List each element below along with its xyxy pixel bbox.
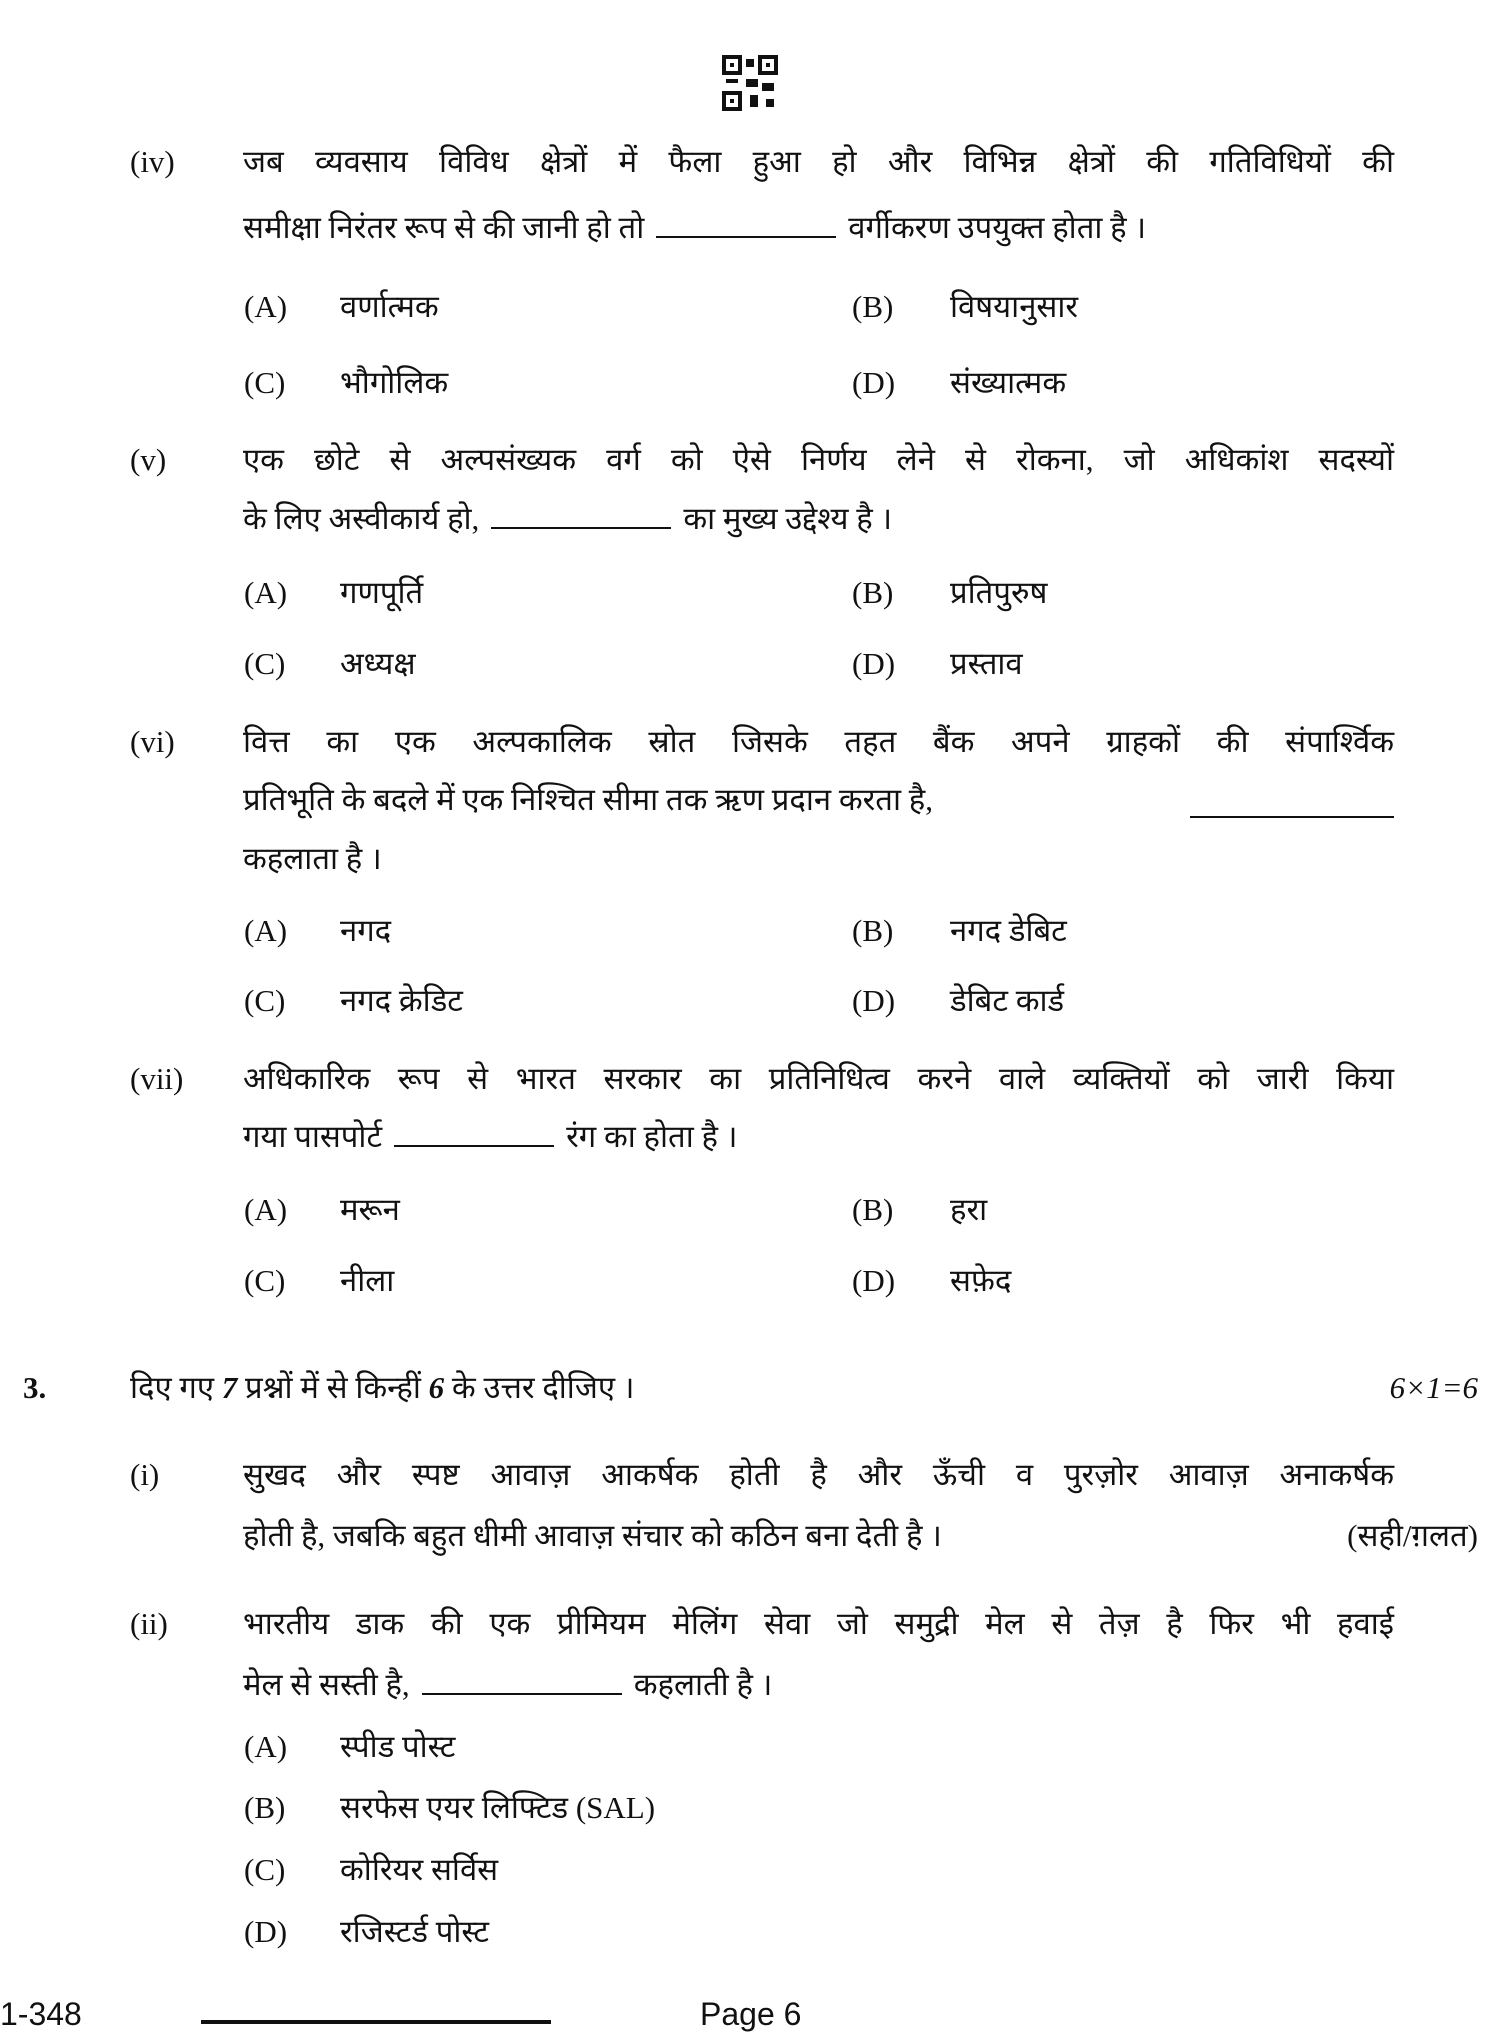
option-label: (D) [852, 365, 896, 400]
option-label: (A) [244, 289, 288, 324]
option-text: डेबिट कार्ड [950, 983, 1065, 1018]
question-text: भारतीय डाक की एक प्रीमियम मेलिंग सेवा जो समुद्री मेल से तेज़ है फिर भी हवाई [243, 1606, 1394, 1641]
option-label: (C) [244, 1852, 286, 1887]
question-text: वित्त का एक अल्पकालिक स्रोत जिसके तहत बैंक अपने ग्राहकों की संपार्श्विक [243, 724, 1394, 759]
question-text: समीक्षा निरंतर रूप से की जानी हो तो वर्गीकरण उपयुक्त होता है । [243, 210, 1147, 245]
question-number: (ii) [130, 1606, 168, 1641]
answer-blank [491, 499, 671, 529]
option-label: (B) [852, 575, 894, 610]
option-text: नगद डेबिट [950, 913, 1067, 948]
answer-blank [422, 1665, 622, 1695]
question-text: एक छोटे से अल्पसंख्यक वर्ग को ऐसे निर्णय लेने से रोकना, जो अधिकांश सदस्यों [243, 442, 1394, 477]
qr-code-icon [722, 55, 778, 111]
page-number: Page 6 [700, 1996, 802, 2032]
option-text: प्रस्ताव [950, 646, 1023, 681]
option-text: नीला [340, 1263, 395, 1298]
option-label: (A) [244, 913, 288, 948]
option-label: (D) [244, 1914, 288, 1949]
option-label: (D) [852, 646, 896, 681]
answer-blank [394, 1117, 554, 1147]
question-number: 3. [23, 1370, 47, 1405]
option-label: (C) [244, 983, 286, 1018]
question-text: प्रतिभूति के बदले में एक निश्चित सीमा तक ऋण प्रदान करता है, [243, 782, 933, 817]
option-text: प्रतिपुरुष [950, 575, 1048, 610]
option-text: अध्यक्ष [340, 646, 416, 681]
option-text: नगद [340, 913, 392, 948]
section-instruction: दिए गए 7 प्रश्नों में से किन्हीं 6 के उत्तर दीजिए । [130, 1370, 635, 1405]
question-number: (vii) [130, 1061, 184, 1096]
option-label: (C) [244, 646, 286, 681]
option-text: वर्णात्मक [340, 289, 439, 324]
option-label: (D) [852, 1263, 896, 1298]
option-label: (A) [244, 575, 288, 610]
option-text: मरून [340, 1192, 400, 1227]
question-text: के लिए अस्वीकार्य हो, का मुख्य उद्देश्य है । [243, 501, 893, 536]
footer-divider [201, 2020, 551, 2024]
answer-blank [656, 208, 836, 238]
question-number: (v) [130, 442, 167, 477]
question-text: जब व्यवसाय विविध क्षेत्रों में फैला हुआ हो और विभिन्न क्षेत्रों की गतिविधियों की [243, 144, 1394, 179]
question-text: होती है, जबकि बहुत धीमी आवाज़ संचार को कठिन बना देती है । [243, 1518, 942, 1553]
marks: 6×1=6 [1389, 1370, 1478, 1405]
answer-blank [1190, 780, 1394, 818]
question-text: गया पासपोर्ट रंग का होता है । [243, 1119, 738, 1154]
question-number: (iv) [130, 144, 175, 179]
question-text: कहलाता है । [243, 841, 382, 876]
question-text: अधिकारिक रूप से भारत सरकार का प्रतिनिधित्व करने वाले व्यक्तियों को जारी किया [243, 1061, 1394, 1096]
option-text: सफ़ेद [950, 1263, 1012, 1298]
option-text: हरा [950, 1192, 988, 1227]
option-text: कोरियर सर्विस [340, 1852, 499, 1887]
option-label: (B) [852, 1192, 894, 1227]
true-false-tag: (सही/ग़लत) [1347, 1518, 1478, 1553]
question-text: सुखद और स्पष्ट आवाज़ आकर्षक होती है और ऊँची व पुरज़ोर आवाज़ अनाकर्षक [243, 1457, 1394, 1492]
option-label: (B) [852, 913, 894, 948]
option-text: नगद क्रेडिट [340, 983, 463, 1018]
option-label: (C) [244, 365, 286, 400]
option-text: गणपूर्ति [340, 575, 424, 610]
option-label: (A) [244, 1192, 288, 1227]
option-text: विषयानुसार [950, 289, 1079, 324]
question-number: (i) [130, 1457, 160, 1492]
option-label: (B) [244, 1790, 286, 1825]
option-text: संख्यात्मक [950, 365, 1067, 400]
option-label: (D) [852, 983, 896, 1018]
option-label: (A) [244, 1729, 288, 1764]
question-number: (vi) [130, 724, 175, 759]
option-text: सरफेस एयर लिफ्टिड (SAL) [340, 1790, 656, 1825]
option-label: (B) [852, 289, 894, 324]
option-text: रजिस्टर्ड पोस्ट [340, 1914, 490, 1949]
option-text: भौगोलिक [340, 365, 449, 400]
paper-code: 1-348 [0, 1996, 82, 2032]
question-text: मेल से सस्ती है, कहलाती है । [243, 1667, 773, 1702]
option-text: स्पीड पोस्ट [340, 1729, 456, 1764]
option-label: (C) [244, 1263, 286, 1298]
